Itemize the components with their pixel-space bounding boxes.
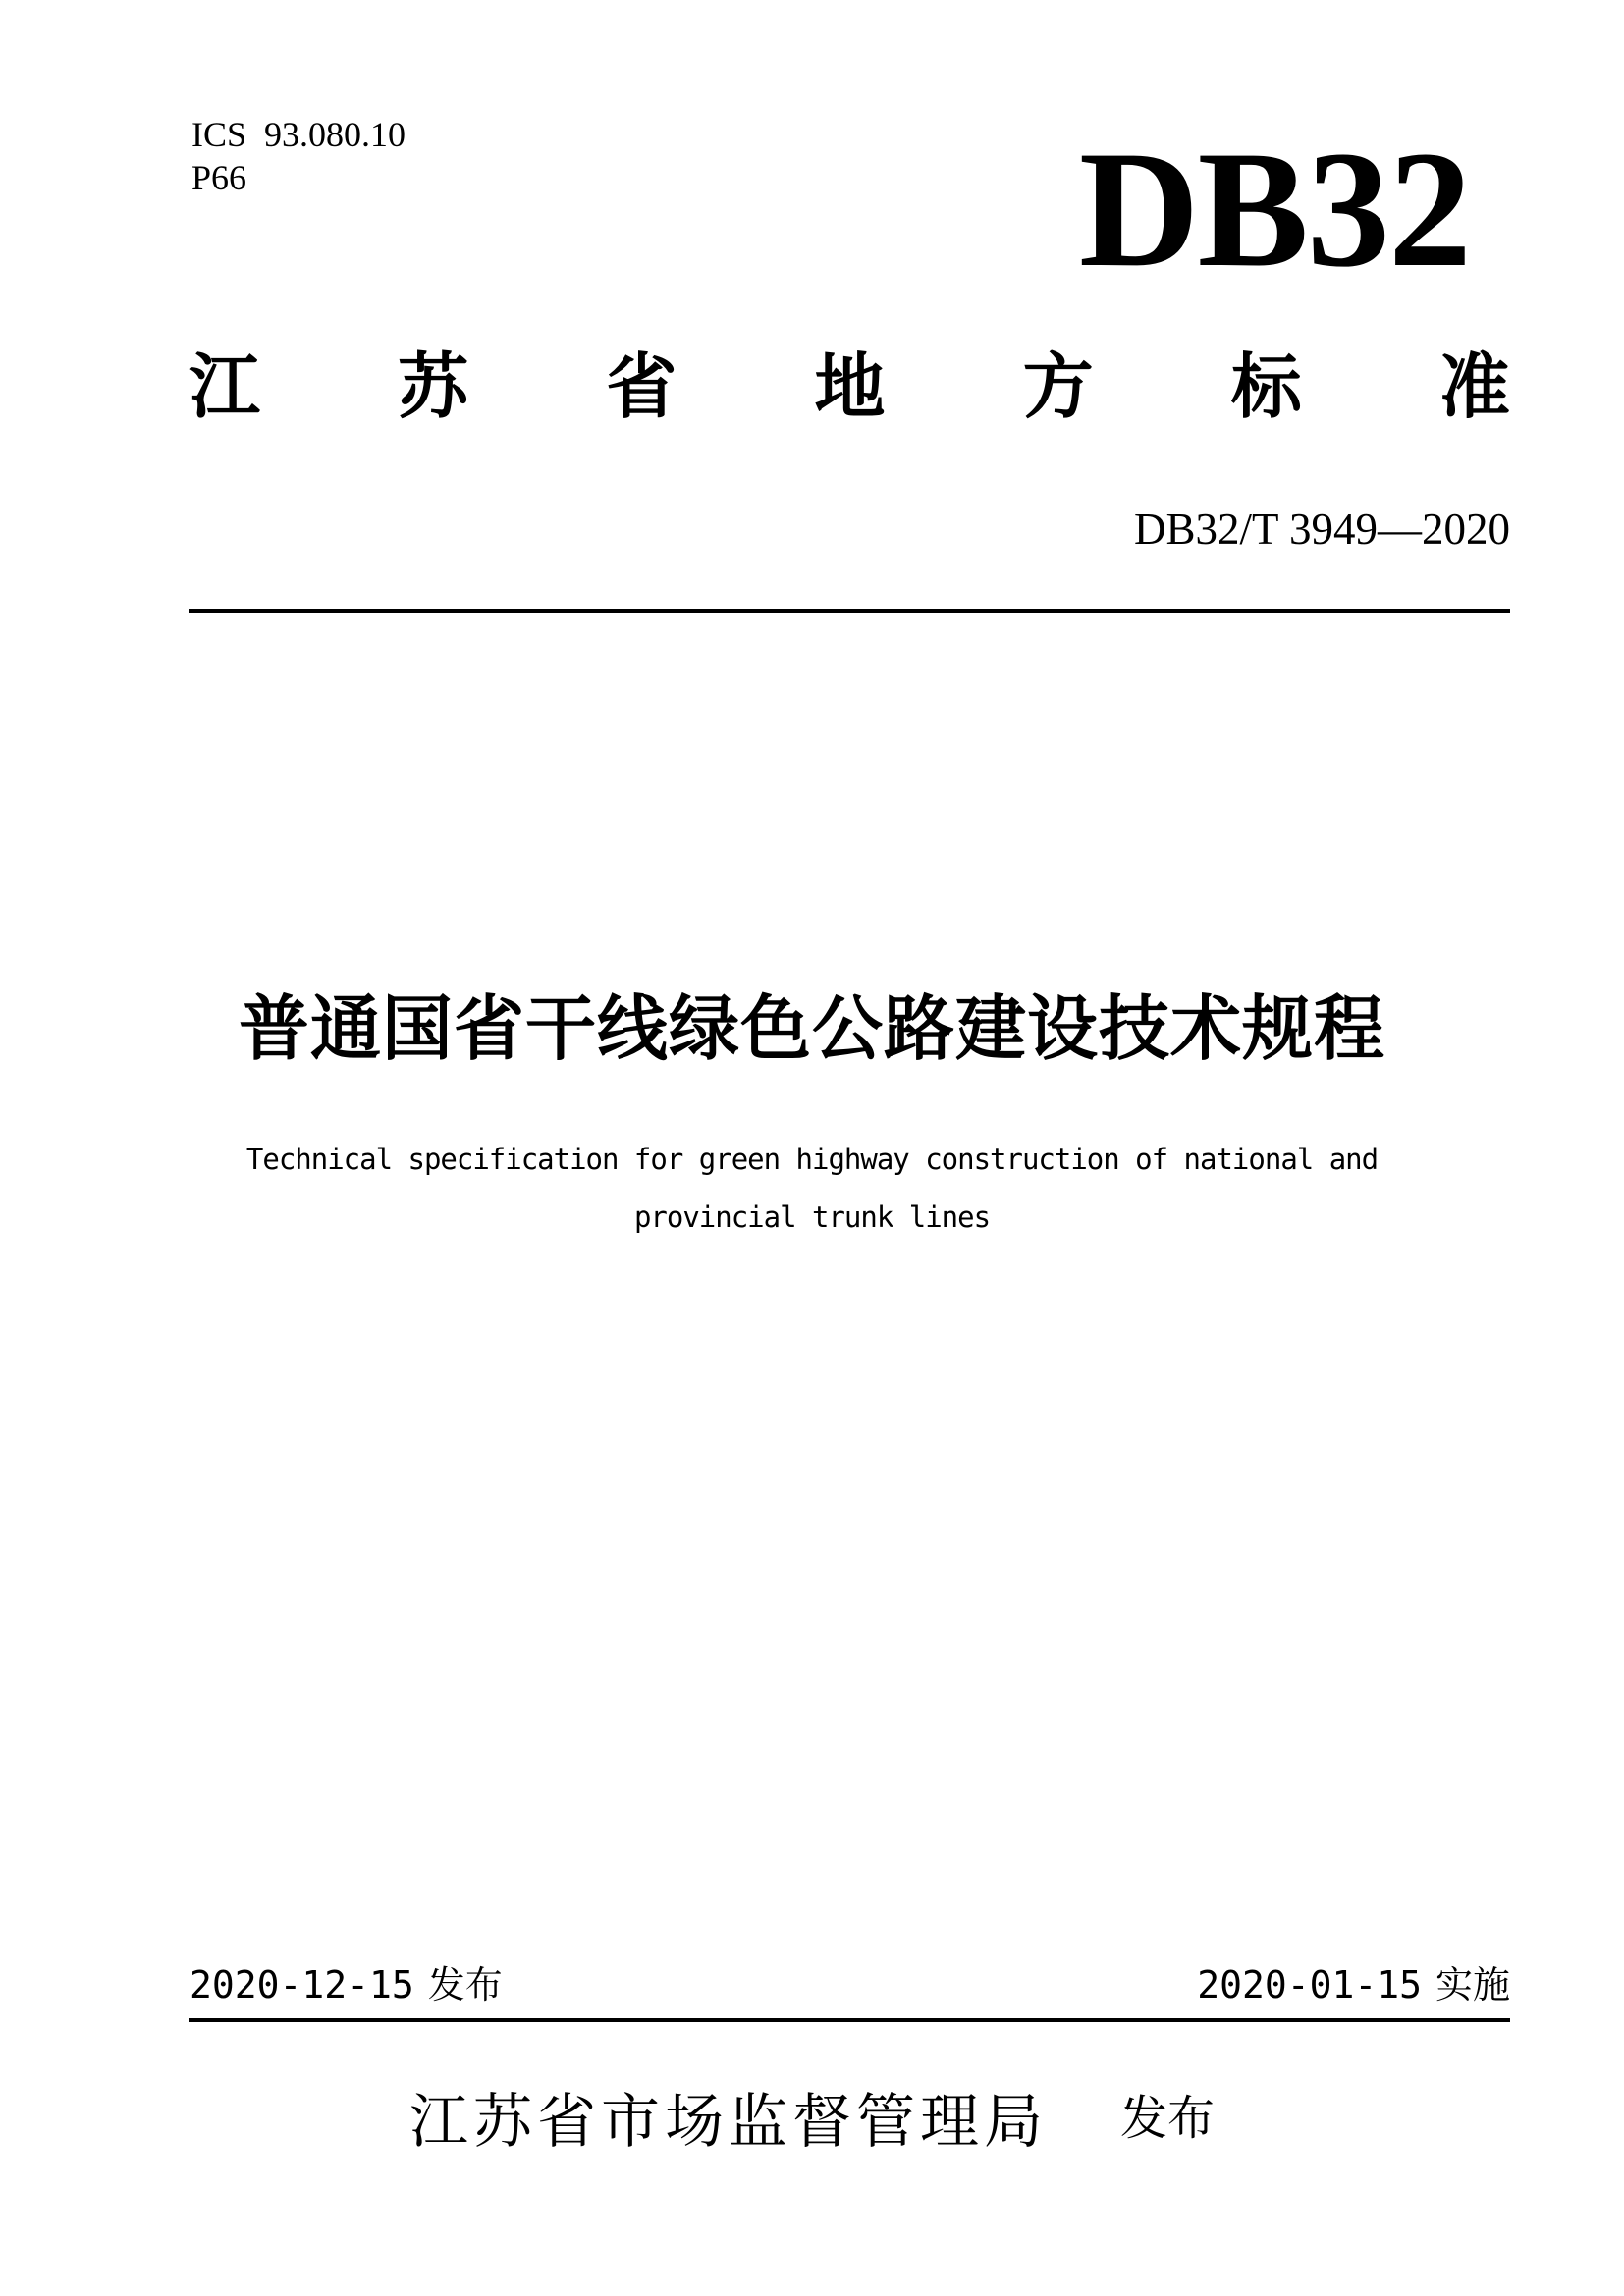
implement-date-label: 实施 — [1435, 1963, 1510, 2006]
standard-number: DB32/T 3949—2020 — [1134, 505, 1510, 554]
publisher-name: 江苏省市场监督管理局 — [408, 2089, 1048, 2155]
standard-type-char: 标 — [1230, 348, 1302, 427]
ics-code: ICS 93.080.10 — [191, 115, 406, 154]
standard-type-char: 准 — [1438, 348, 1510, 427]
standard-type-char: 方 — [1022, 348, 1094, 427]
implement-date-group — [1197, 1963, 1510, 2008]
publisher-row — [0, 2087, 1624, 2158]
standard-type-char: 省 — [606, 348, 677, 427]
standard-type-title — [189, 346, 1510, 430]
standard-type-char: 地 — [814, 348, 886, 427]
document-title-en-line2: provincial trunk lines — [633, 1201, 991, 1234]
standard-type-char: 苏 — [398, 348, 469, 427]
document-title-en — [0, 1131, 1624, 1247]
issue-date-group — [189, 1963, 503, 2008]
standard-type-char: 江 — [189, 348, 261, 427]
document-title-en-line1: Technical specification for green highway construction of national and — [245, 1143, 1379, 1176]
document-title-cn: 普通国省干线绿色公路建设技术规程 — [238, 990, 1385, 1069]
header-rule — [189, 609, 1510, 613]
footer-rule — [189, 2018, 1510, 2022]
issue-date-label: 发布 — [427, 1963, 503, 2006]
issue-date: 2020-12-15 — [189, 1963, 414, 2006]
classification-code: P66 — [191, 158, 247, 197]
date-row — [189, 1963, 1510, 2008]
implement-date: 2020-01-15 — [1197, 1963, 1422, 2006]
publish-label: 发布 — [1119, 2093, 1215, 2145]
db32-logo: DB32 — [1078, 117, 1470, 301]
